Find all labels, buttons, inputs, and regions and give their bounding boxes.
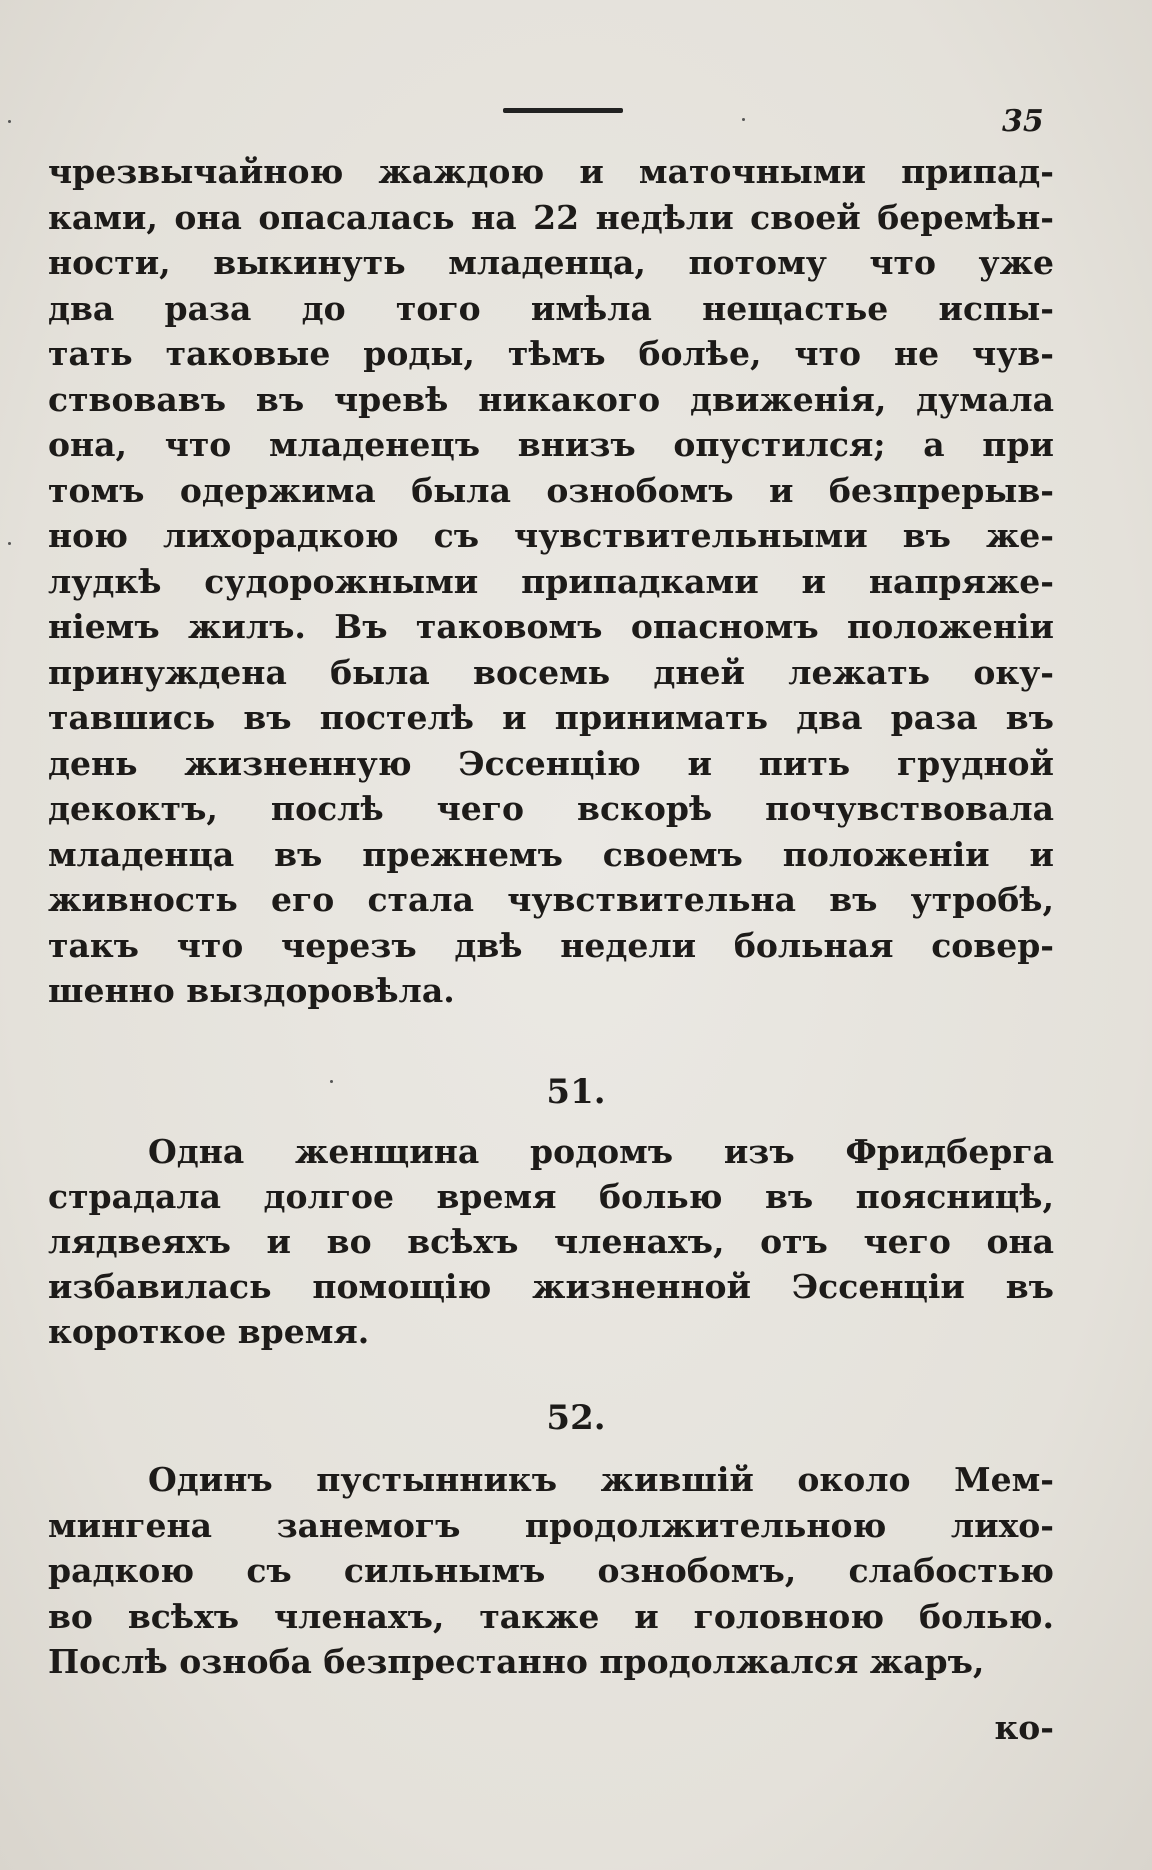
text-line: ною лихорадкою съ чувствительными въ же- <box>48 516 1054 555</box>
section-number-51: 51. <box>546 1072 606 1112</box>
text-line: ніемъ жилъ. Въ таковомъ опасномъ положеніи <box>48 607 1054 646</box>
text-line: тать таковые роды, тѣмъ болѣе, что не чув- <box>48 334 1054 373</box>
text-line: ности, выкинуть младенца, потому что уже <box>48 243 1054 282</box>
paper-speck <box>742 118 745 121</box>
text-line: короткое время. <box>48 1312 370 1351</box>
header-rule <box>503 108 623 113</box>
text-line: избавилась помощію жизненной Эссенціи въ <box>48 1267 1054 1306</box>
text-line: два раза до того имѣла нещастье испы- <box>48 288 1054 328</box>
text-line: лядвеяхъ и во всѣхъ членахъ, отъ чего она <box>48 1222 1054 1261</box>
text-line: день жизненную Эссенцію и пить грудной <box>48 743 1054 783</box>
text-line: во всѣхъ членахъ, также и головною болью. <box>48 1596 1054 1636</box>
page-number: 35 <box>1002 104 1044 139</box>
paper-speck <box>8 542 11 545</box>
text-line: томъ одержима была ознобомъ и безпрерыв- <box>48 470 1054 510</box>
text-line: живность его стала чувствительна въ утробѣ, <box>48 880 1054 919</box>
text-line: радкою съ сильнымъ ознобомъ, слабостью <box>48 1551 1054 1590</box>
text-line: тавшись въ постелѣ и принимать два раза въ <box>48 698 1054 737</box>
text-line: Послѣ озноба безпрестанно продолжался жаръ, <box>48 1642 985 1681</box>
section-number-52: 52. <box>546 1398 606 1438</box>
text-line: Одна женщина родомъ изъ Фридберга <box>148 1132 1054 1171</box>
text-line: младенца въ прежнемъ своемъ положеніи и <box>48 834 1054 874</box>
text-line: принуждена была восемь дней лежать оку- <box>48 652 1054 692</box>
text-line: она, что младенецъ внизъ опустился; а при <box>48 425 1054 464</box>
text-line: чрезвычайною жаждою и маточными припад- <box>48 152 1054 191</box>
text-line: такъ что черезъ двѣ недели больная совер- <box>48 925 1054 965</box>
text-line: мингена занемогъ продолжительною лихо- <box>48 1505 1054 1545</box>
text-line: шенно выздоровѣла. <box>48 971 455 1010</box>
text-line: страдала долгое время болью въ поясницѣ, <box>48 1177 1054 1216</box>
text-line: ствовавъ въ чревѣ никакого движенія, думала <box>48 379 1054 419</box>
text-line: лудкѣ судорожными припадками и напряже- <box>48 561 1054 601</box>
paper-speck <box>330 1080 333 1083</box>
paper-speck <box>8 120 11 123</box>
catchword: ко- <box>994 1708 1054 1747</box>
text-line: декоктъ, послѣ чего вскорѣ почувствовала <box>48 789 1054 828</box>
text-line: Одинъ пустынникъ жившій около Мем- <box>148 1460 1054 1499</box>
text-line: ками, она опасалась на 22 недѣли своей беремѣн- <box>48 197 1054 237</box>
